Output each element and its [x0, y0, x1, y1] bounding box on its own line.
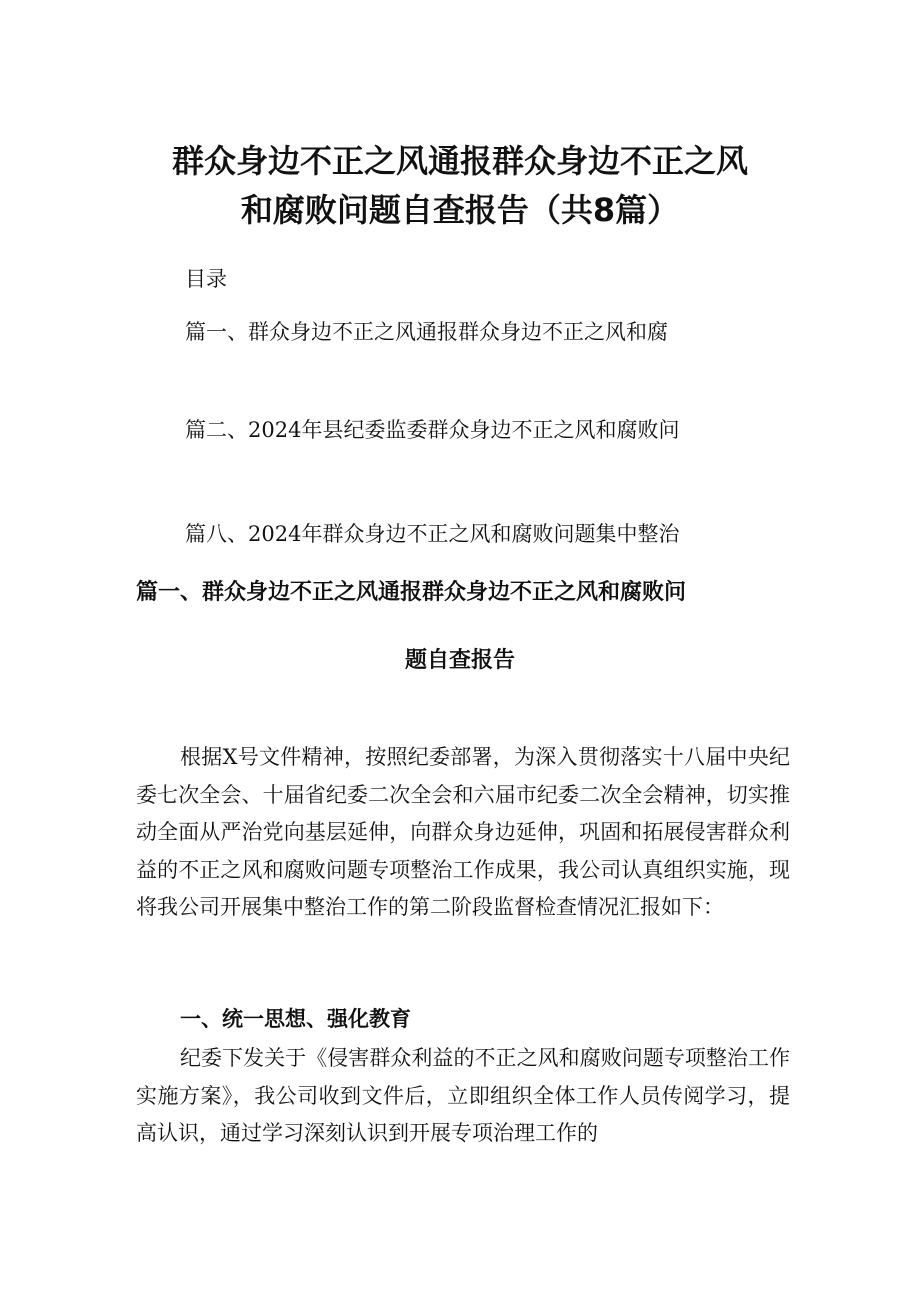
toc-item-2[interactable]: 篇二、2024年县纪委监委群众身边不正之风和腐败问 [185, 418, 680, 442]
section-title-line-1: 篇一、群众身边不正之风通报群众身边不正之风和腐败问 [136, 580, 687, 605]
toc-heading: 目录 [185, 267, 227, 291]
body-paragraph-1: 根据X号文件精神，按照纪委部署，为深入贯彻落实十八届中央纪委七次全会、十届省纪委二次全会和六届市纪委二次全会精神，切实推动全面从严治党向基层延伸，向群众身边延伸，巩固和拓展侵害群众利益的不正之风和腐败问题专项整治工作成果，我公司认真组织实施，现将我公司开展集中整治工作的第二阶段监督检查情况汇报如下： [136, 745, 790, 919]
toc-item-8[interactable]: 篇八、2024年群众身边不正之风和腐败问题集中整治 [185, 522, 680, 546]
toc-item-1[interactable]: 篇一、群众身边不正之风通报群众身边不正之风和腐 [185, 320, 668, 344]
body-paragraph-2: 纪委下发关于《侵害群众利益的不正之风和腐败问题专项整治工作实施方案》，我公司收到文件后，立即组织全体工作人员传阅学习，提高认识，通过学习深刻认识到开展专项治理工作的 [136, 1046, 790, 1145]
subheading-unify-thinking: 一、统一思想、强化教育 [180, 1007, 411, 1031]
document-title-line-1: 群众身边不正之风通报群众身边不正之风 [171, 142, 748, 180]
document-title-line-2: 和腐败问题自查报告（共8篇） [240, 191, 680, 229]
section-title-line-2: 题自查报告 [404, 648, 515, 673]
